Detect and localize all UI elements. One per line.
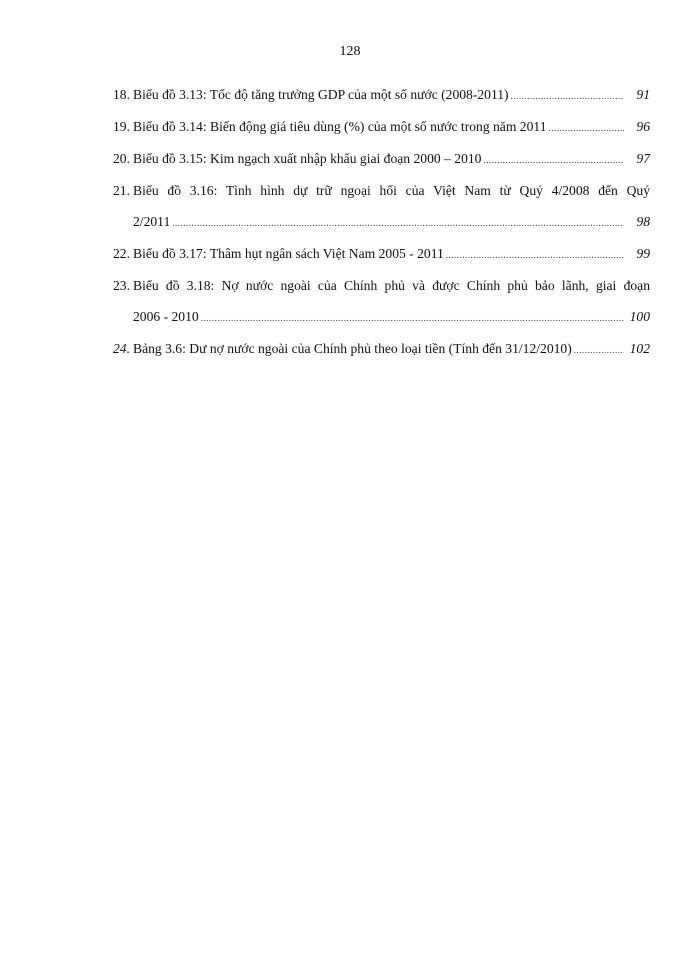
toc-entry-number: 22. [113,246,130,261]
dot-leader [446,245,624,263]
dot-leader [574,340,624,358]
toc-entry-page: 96 [636,119,650,134]
toc-entry-24 [113,340,650,358]
toc-entry-22 [113,245,650,263]
page-number: 128 [339,44,361,59]
toc-entry-title: Biểu đồ 3.15: Kim ngạch xuất nhập khẩu giai đoạn 2000 – 2010 [133,151,482,166]
toc-entry-23 [113,277,650,326]
dot-leader [549,118,625,136]
dot-leader [172,213,624,231]
toc-entry-title: Bảng 3.6: Dư nợ nước ngoài của Chính phủ theo loại tiền (Tính đến 31/12/2010) [133,341,572,356]
toc-entry-21 [113,182,650,231]
toc-entry-page: 100 [629,309,650,324]
toc-entry-title-line2: 2/2011 [133,214,171,229]
toc-entry-number: 21. [113,183,130,198]
toc-entry-title: Biểu đồ 3.17: Thâm hụt ngân sách Việt Nam 2005 - 2011 [133,246,444,261]
toc-entry-page: 102 [629,341,650,356]
toc-entry-title-line2: 2006 - 2010 [133,309,199,324]
toc-entry-18 [113,86,650,104]
toc-entry-title-line1: Biểu đồ 3.16: Tình hình dự trữ ngoại hối của Việt Nam từ Quý 4/2008 đến Quý [133,183,650,198]
toc-entry-page: 91 [636,87,650,102]
toc-entry-number: 24. [113,341,130,356]
toc-entry-page: 98 [636,214,650,229]
toc-entry-number: 18. [113,87,130,102]
table-of-contents [113,86,650,372]
toc-entry-number: 19. [113,119,130,134]
dot-leader [483,150,624,168]
toc-entry-number: 20. [113,151,130,166]
toc-entry-title-line1: Biểu đồ 3.18: Nợ nước ngoài của Chính phủ và được Chính phủ bảo lãnh, giai đoạn [133,278,650,293]
dot-leader [511,86,624,104]
toc-entry-title: Biểu đồ 3.13: Tốc độ tăng trưởng GDP của một số nước (2008-2011) [133,87,509,102]
dot-leader [201,308,624,326]
toc-entry-19 [113,118,650,136]
toc-entry-20 [113,150,650,168]
toc-entry-title [133,277,650,295]
toc-entry-page: 99 [636,246,650,261]
toc-entry-number: 23. [113,278,130,293]
toc-entry-title: Biểu đồ 3.14: Biến động giá tiêu dùng (%) của một số nước trong năm 2011 [133,119,547,134]
toc-entry-page: 97 [636,151,650,166]
toc-entry-title [133,182,650,200]
